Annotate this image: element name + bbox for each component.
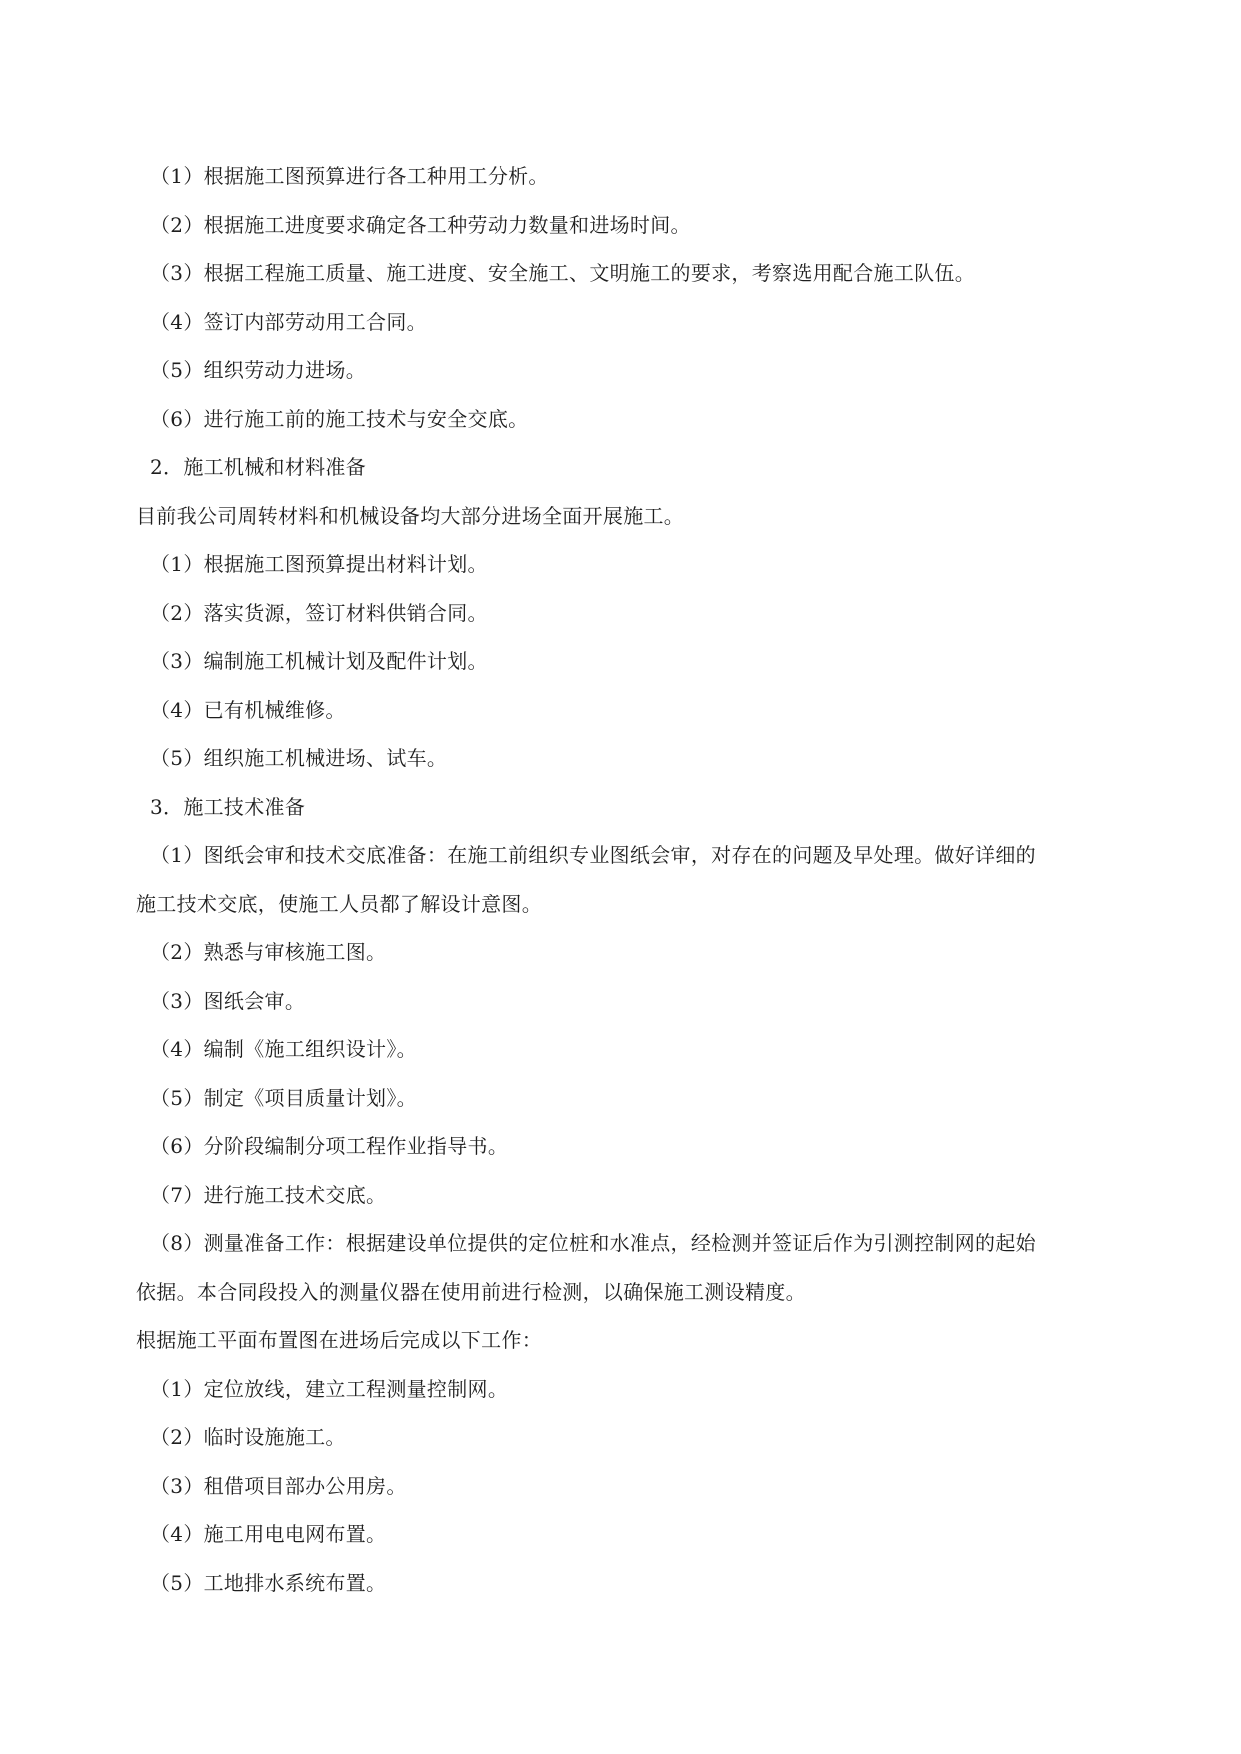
section-heading: 3．施工技术准备 — [150, 794, 306, 819]
list-item: （1）定位放线，建立工程测量控制网。 — [150, 1376, 509, 1401]
list-item: （3）根据工程施工质量、施工进度、安全施工、文明施工的要求，考察选用配合施工队伍。 — [150, 261, 976, 285]
list-item: （4）编制《施工组织设计》。 — [150, 1037, 417, 1061]
list-item: （3）图纸会审。 — [150, 988, 306, 1013]
list-item-continuation: 依据。本合同段投入的测量仪器在使用前进行检测，以确保施工测设精度。 — [136, 1279, 806, 1304]
document-body — [136, 152, 1110, 1607]
list-item: （8）测量准备工作：根据建设单位提供的定位桩和水准点，经检测并签证后作为引测控制网的起始 — [150, 1231, 1036, 1255]
list-item: （4）施工用电电网布置。 — [150, 1522, 387, 1546]
section-heading: 2．施工机械和材料准备 — [150, 455, 367, 479]
list-item: （5）工地排水系统布置。 — [150, 1570, 387, 1595]
list-item: （2）根据施工进度要求确定各工种劳动力数量和进场时间。 — [150, 212, 691, 237]
list-item: （5）制定《项目质量计划》。 — [150, 1085, 417, 1110]
list-item: （2）临时设施施工。 — [150, 1425, 346, 1449]
list-item: （2）熟悉与审核施工图。 — [150, 940, 387, 964]
list-item: （1）图纸会审和技术交底准备：在施工前组织专业图纸会审，对存在的问题及早处理。做好详细的 — [150, 843, 1036, 867]
list-item: （3）编制施工机械计划及配件计划。 — [150, 649, 488, 673]
list-item: （7）进行施工技术交底。 — [150, 1182, 387, 1207]
paragraph: 目前我公司周转材料和机械设备均大部分进场全面开展施工。 — [136, 503, 685, 528]
list-item: （6）分阶段编制分项工程作业指导书。 — [150, 1134, 509, 1158]
list-item: （5）组织劳动力进场。 — [150, 358, 367, 382]
list-item: （4）已有机械维修。 — [150, 697, 346, 722]
list-item: （4）签订内部劳动用工合同。 — [150, 309, 427, 334]
list-item: （5）组织施工机械进场、试车。 — [150, 746, 448, 770]
list-item: （6）进行施工前的施工技术与安全交底。 — [150, 406, 529, 431]
list-item: （3）租借项目部办公用房。 — [150, 1473, 407, 1498]
paragraph: 根据施工平面布置图在进场后完成以下工作： — [136, 1328, 542, 1352]
list-item-continuation: 施工技术交底，使施工人员都了解设计意图。 — [136, 891, 542, 916]
list-item: （1）根据施工图预算进行各工种用工分析。 — [150, 164, 549, 188]
list-item: （2）落实货源，签订材料供销合同。 — [150, 600, 488, 625]
list-item: （1）根据施工图预算提出材料计划。 — [150, 552, 488, 576]
